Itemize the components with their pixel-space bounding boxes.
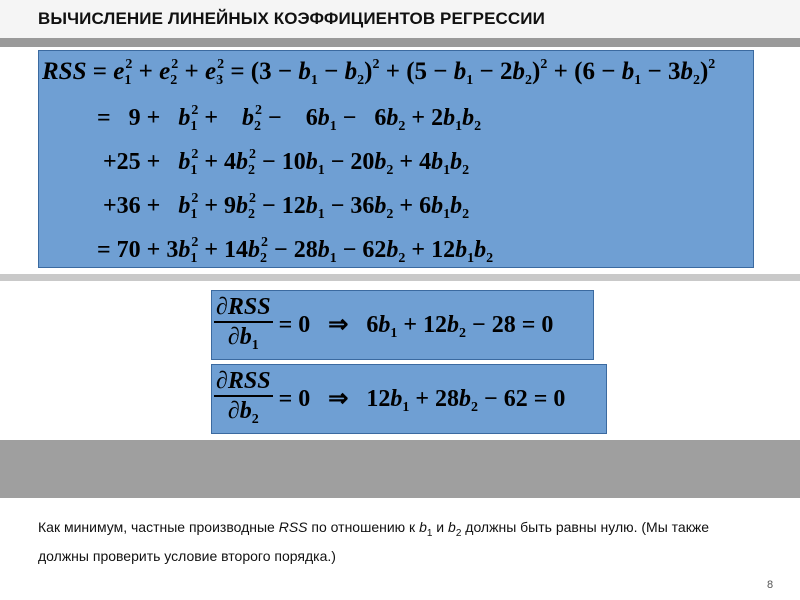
derivative-b2-box bbox=[211, 364, 607, 434]
explanation-text: Как минимум, частные производные RSS по отношению к $b_1$ и $b_2$ должны быть равны нулю. (Мы также должны проверить условие второго порядка.) bbox=[38, 519, 709, 564]
slide-title: ВЫЧИСЛЕНИЕ ЛИНЕЙНЫХ КОЭФФИЦИЕНТОВ РЕГРЕССИИ bbox=[38, 9, 545, 28]
rss-definition: RSS = $e_1^2 + e_2^2 + e_3^2 = (3 - b_1 - b_2)^2 + (5 - b_1 - 2b_2)^2 + (6 - b_1 - 3b_2)^2$ bbox=[42, 57, 716, 88]
expansion-line-1: = $9 + b_1^2$ + $b_2^2$ − $6b_1 - 6b_2 + 2b_1b_2$ bbox=[97, 103, 482, 134]
rss-term: RSS bbox=[278, 519, 308, 535]
gray-band bbox=[0, 440, 800, 498]
derivative-b1-box bbox=[211, 290, 594, 360]
partial-derivative-b2: $\frac{\text{∂RSS}}{\partial b_2}$ bbox=[216, 368, 271, 427]
page-number: 8 bbox=[767, 579, 774, 591]
slide-header bbox=[0, 0, 800, 38]
rss-expansion-box bbox=[38, 50, 754, 268]
header-divider bbox=[0, 38, 800, 47]
separator-band bbox=[0, 274, 800, 281]
derivative-b2-equation: $\frac{\text{∂RSS}}{\partial b_2}$ = 0 ⇒ $12b_1 + 28b_2 - 62 = 0$ bbox=[214, 367, 565, 434]
partial-derivative-b1: $\frac{\text{∂RSS}}{\partial b_1}$ bbox=[216, 294, 271, 353]
expansion-result: = $70 + 3b_1^2 + 14b_2^2 - 28b_1 - 62b_2 + 12b_1b_2$ bbox=[97, 235, 494, 266]
derivative-b1-equation: $\frac{\text{∂RSS}}{\partial b_1}$ = 0 ⇒ $6b_1 + 12b_2 - 28 = 0$ bbox=[214, 293, 553, 360]
expansion-line-2: $+25 + b_1^2 + 4b_2^2 - 10b_1 - 20b_2 + 4b_1b_2$ bbox=[103, 147, 470, 178]
expansion-line-3: $+36 + b_1^2 + 9b_2^2 - 12b_1 - 36b_2 + 6b_1b_2$ bbox=[103, 191, 470, 222]
